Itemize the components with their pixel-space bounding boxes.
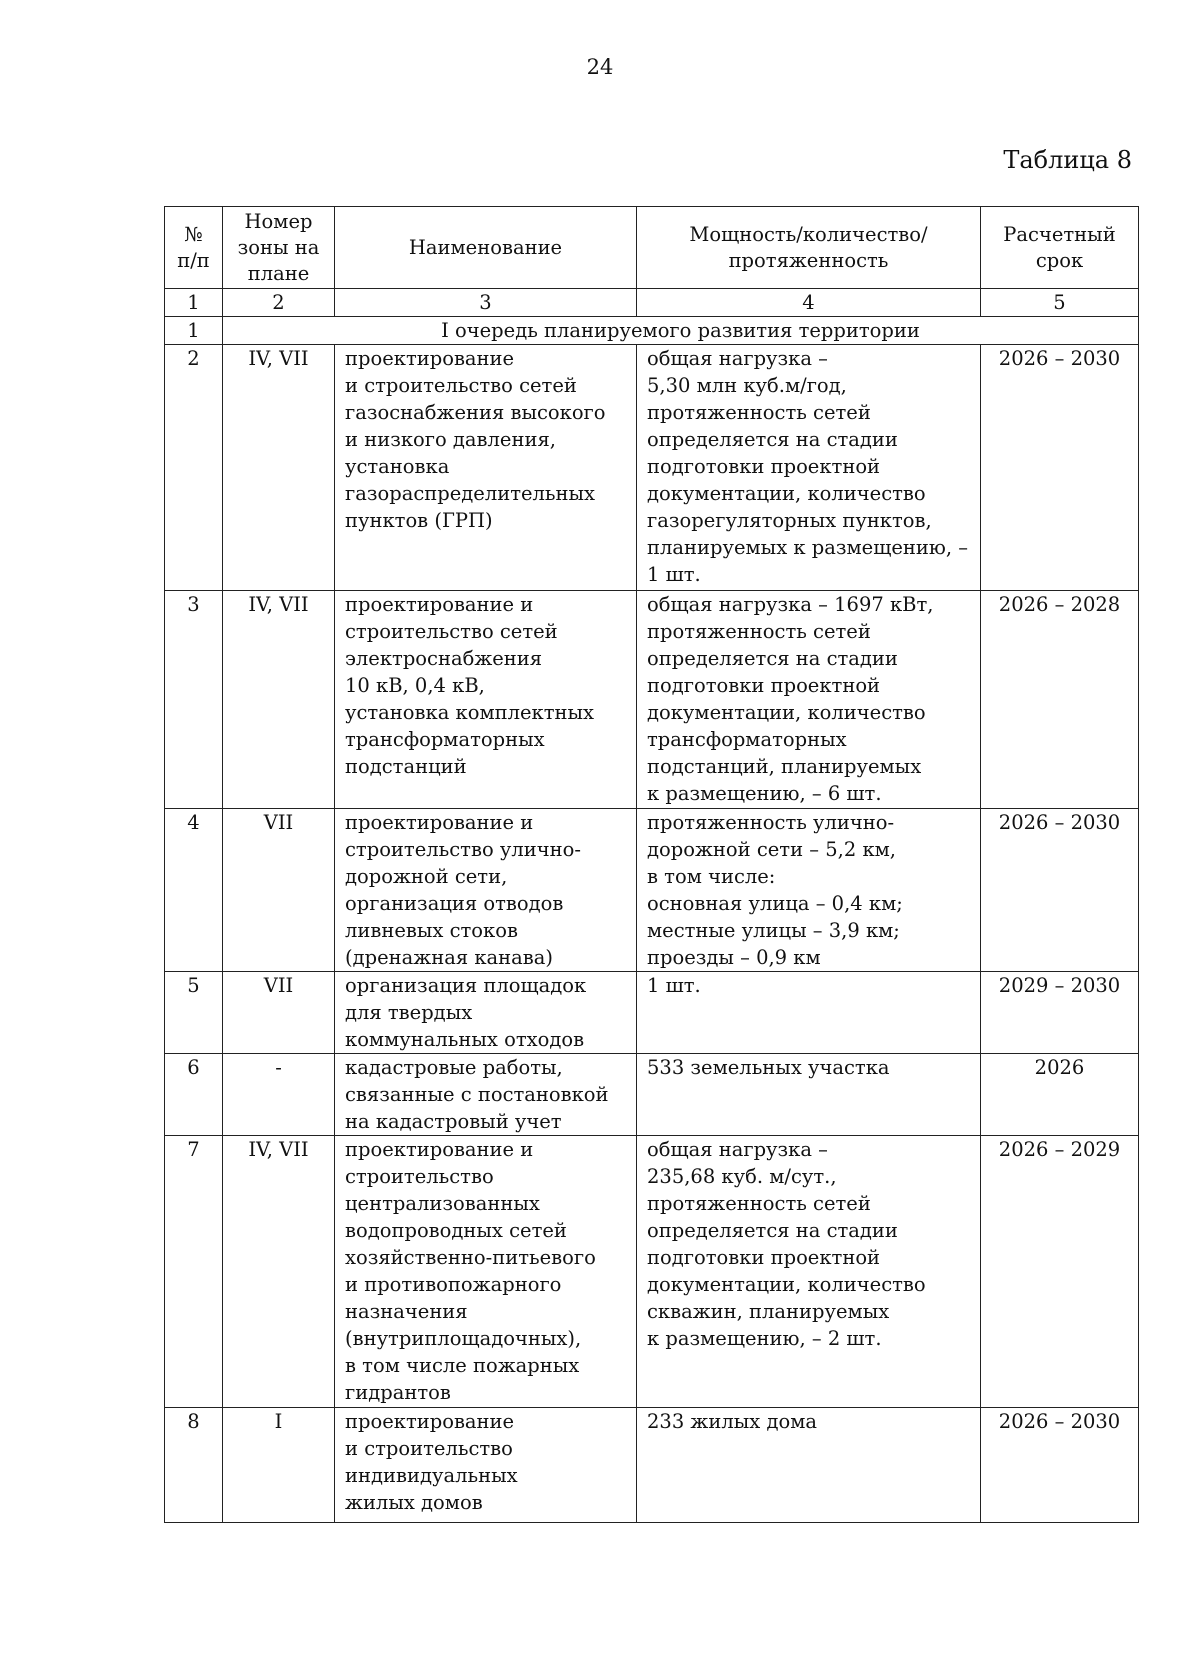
row-name-line: проектирование и <box>345 593 534 616</box>
row-capacity-line: газорегуляторных пунктов, <box>647 509 932 532</box>
row-name-line: и строительство сетей <box>345 374 577 397</box>
row-name-line: назначения <box>345 1300 468 1323</box>
table-row <box>165 972 1139 1054</box>
table-row <box>165 1054 1139 1136</box>
column-number-row <box>165 289 1139 317</box>
row-capacity-line: документации, количество <box>647 701 926 724</box>
row-name <box>335 809 637 972</box>
row-name-line: организация площадок <box>345 974 587 997</box>
row-zone: VII <box>223 809 335 972</box>
row-name-line: подстанций <box>345 755 467 778</box>
column-number: 4 <box>637 289 981 317</box>
row-name-line: на кадастровый учет <box>345 1110 562 1133</box>
row-name <box>335 1054 637 1136</box>
row-name-line: кадастровые работы, <box>345 1056 563 1079</box>
table-header-row <box>165 207 1139 289</box>
row-name-line: и строительство <box>345 1437 513 1460</box>
row-name <box>335 345 637 591</box>
header-name: Наименование <box>335 207 637 289</box>
row-zone: IV, VII <box>223 1136 335 1408</box>
row-capacity-line: подготовки проектной <box>647 455 881 478</box>
row-capacity-line: документации, количество <box>647 1273 926 1296</box>
header-number: № п/п <box>165 207 223 289</box>
group-row <box>165 317 1139 345</box>
row-name <box>335 1136 637 1408</box>
plan-table <box>164 206 1139 1523</box>
row-capacity-line: 1 шт. <box>647 974 701 997</box>
row-capacity <box>637 1408 981 1523</box>
row-name-line: проектирование и <box>345 1138 534 1161</box>
table-row <box>165 1136 1139 1408</box>
row-zone: VII <box>223 972 335 1054</box>
row-capacity-line: 5,30 млн куб.м/год, <box>647 374 847 397</box>
row-capacity-line: протяженность сетей <box>647 620 871 643</box>
row-term: 2029 – 2030 <box>981 972 1139 1054</box>
row-name-line: индивидуальных <box>345 1464 518 1487</box>
row-capacity-line: планируемых к размещению, – <box>647 536 969 559</box>
row-name-line: (дренажная канава) <box>345 946 553 969</box>
column-number: 1 <box>165 289 223 317</box>
row-capacity-line: 1 шт. <box>647 563 701 586</box>
row-name-line: электроснабжения <box>345 647 543 670</box>
table-row <box>165 809 1139 972</box>
header-capacity: Мощность/количество/ протяженность <box>637 207 981 289</box>
row-name-line: гидрантов <box>345 1381 451 1404</box>
row-capacity-line: подстанций, планируемых <box>647 755 922 778</box>
header-zone: Номер зоны на плане <box>223 207 335 289</box>
row-name-line: пунктов (ГРП) <box>345 509 493 532</box>
row-name-line: дорожной сети, <box>345 865 508 888</box>
row-capacity-line: 235,68 куб. м/сут., <box>647 1165 837 1188</box>
row-capacity-line: основная улица – 0,4 км; <box>647 892 903 915</box>
row-zone: IV, VII <box>223 591 335 809</box>
row-term: 2026 – 2030 <box>981 345 1139 591</box>
row-name-line: в том числе пожарных <box>345 1354 580 1377</box>
row-name-line: проектирование и <box>345 811 534 834</box>
group-number: 1 <box>165 317 223 345</box>
row-capacity-line: определяется на стадии <box>647 647 898 670</box>
row-name-line: водопроводных сетей <box>345 1219 567 1242</box>
row-capacity-line: общая нагрузка – <box>647 347 828 370</box>
row-capacity <box>637 1136 981 1408</box>
column-number: 5 <box>981 289 1139 317</box>
row-capacity-line: подготовки проектной <box>647 1246 881 1269</box>
row-capacity <box>637 591 981 809</box>
row-capacity-line: документации, количество <box>647 482 926 505</box>
group-title: I очередь планируемого развития территории <box>223 317 1139 345</box>
table-row <box>165 345 1139 591</box>
row-name <box>335 1408 637 1523</box>
row-capacity-line: определяется на стадии <box>647 1219 898 1242</box>
row-capacity-line: скважин, планируемых <box>647 1300 890 1323</box>
row-name-line: централизованных <box>345 1192 540 1215</box>
row-term: 2026 <box>981 1054 1139 1136</box>
row-name-line: установка <box>345 455 450 478</box>
row-name-line: трансформаторных <box>345 728 545 751</box>
row-number: 2 <box>165 345 223 591</box>
row-capacity-line: протяженность улично- <box>647 811 895 834</box>
row-name-line: проектирование <box>345 1410 515 1433</box>
row-capacity-line: определяется на стадии <box>647 428 898 451</box>
row-name-line: газоснабжения высокого <box>345 401 606 424</box>
row-name <box>335 972 637 1054</box>
header-term: Расчетный срок <box>981 207 1139 289</box>
row-capacity <box>637 972 981 1054</box>
row-zone: - <box>223 1054 335 1136</box>
row-number: 7 <box>165 1136 223 1408</box>
row-capacity-line: трансформаторных <box>647 728 847 751</box>
row-capacity-line: местные улицы – 3,9 км; <box>647 919 900 942</box>
row-name-line: установка комплектных <box>345 701 595 724</box>
row-capacity-line: в том числе: <box>647 865 776 888</box>
row-name-line: проектирование <box>345 347 515 370</box>
table-body <box>165 345 1139 1523</box>
row-name-line: строительство улично- <box>345 838 581 861</box>
row-term: 2026 – 2030 <box>981 809 1139 972</box>
row-capacity-line: общая нагрузка – <box>647 1138 828 1161</box>
row-number: 5 <box>165 972 223 1054</box>
page-number: 24 <box>586 55 614 79</box>
row-name-line: хозяйственно-питьевого <box>345 1246 596 1269</box>
row-zone: IV, VII <box>223 345 335 591</box>
row-name-line: жилых домов <box>345 1491 483 1514</box>
row-number: 8 <box>165 1408 223 1523</box>
row-capacity <box>637 1054 981 1136</box>
row-name-line: и противопожарного <box>345 1273 562 1296</box>
row-capacity-line: протяженность сетей <box>647 1192 871 1215</box>
row-name-line: 10 кВ, 0,4 кВ, <box>345 674 485 697</box>
row-name-line: (внутриплощадочных), <box>345 1327 582 1350</box>
row-capacity-line: 533 земельных участка <box>647 1056 890 1079</box>
row-zone: I <box>223 1408 335 1523</box>
row-name-line: газораспределительных <box>345 482 596 505</box>
row-term: 2026 – 2028 <box>981 591 1139 809</box>
row-name <box>335 591 637 809</box>
row-term: 2026 – 2030 <box>981 1408 1139 1523</box>
table-row <box>165 1408 1139 1523</box>
row-number: 4 <box>165 809 223 972</box>
row-capacity-line: дорожной сети – 5,2 км, <box>647 838 896 861</box>
row-capacity-line: подготовки проектной <box>647 674 881 697</box>
row-capacity-line: к размещению, – 2 шт. <box>647 1327 882 1350</box>
row-capacity-line: 233 жилых дома <box>647 1410 817 1433</box>
row-name-line: строительство <box>345 1165 494 1188</box>
row-name-line: ливневых стоков <box>345 919 518 942</box>
row-capacity-line: к размещению, – 6 шт. <box>647 782 882 805</box>
table-row <box>165 591 1139 809</box>
row-name-line: организация отводов <box>345 892 564 915</box>
row-capacity <box>637 345 981 591</box>
row-name-line: связанные с постановкой <box>345 1083 609 1106</box>
row-number: 3 <box>165 591 223 809</box>
row-term: 2026 – 2029 <box>981 1136 1139 1408</box>
row-name-line: строительство сетей <box>345 620 558 643</box>
row-capacity <box>637 809 981 972</box>
column-number: 3 <box>335 289 637 317</box>
table-caption: Таблица 8 <box>1003 146 1132 174</box>
column-number: 2 <box>223 289 335 317</box>
row-name-line: коммунальных отходов <box>345 1028 585 1051</box>
row-name-line: и низкого давления, <box>345 428 556 451</box>
row-capacity-line: протяженность сетей <box>647 401 871 424</box>
row-number: 6 <box>165 1054 223 1136</box>
row-capacity-line: проезды – 0,9 км <box>647 946 821 969</box>
row-capacity-line: общая нагрузка – 1697 кВт, <box>647 593 934 616</box>
row-name-line: для твердых <box>345 1001 473 1024</box>
